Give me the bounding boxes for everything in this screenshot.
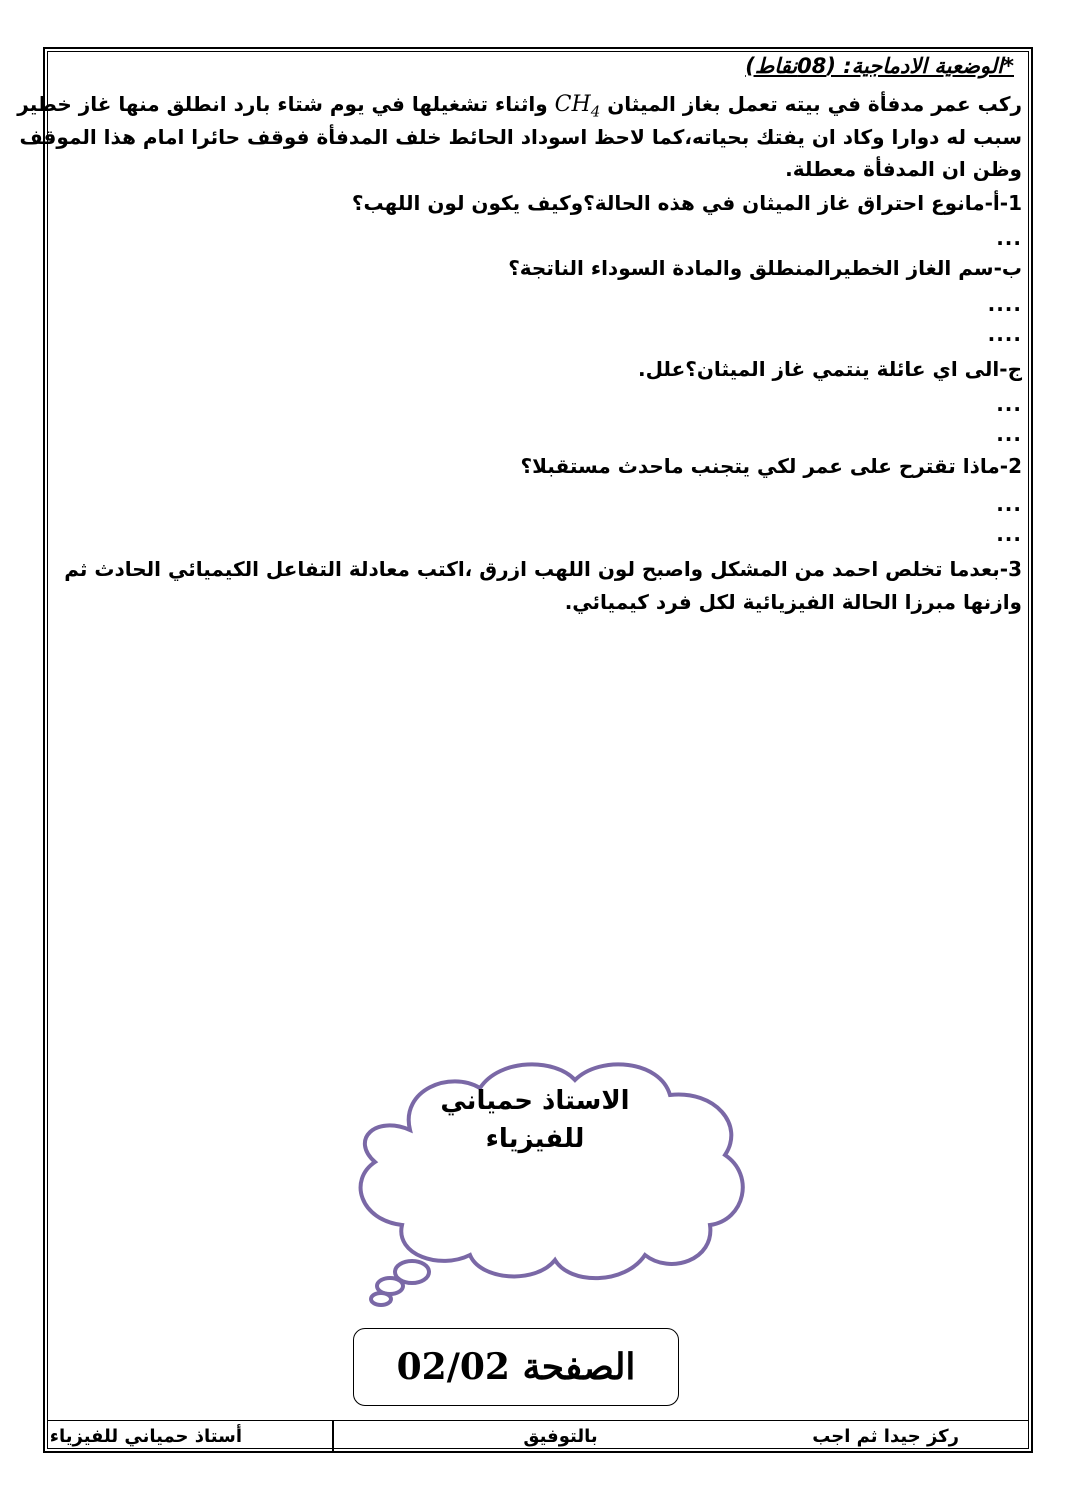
teacher-subject: للفيزياء [485,1124,585,1154]
answer-dots: ... [996,522,1022,546]
answer-dots: .... [987,292,1022,316]
intro-line-3: وظن ان المدفأة معطلة. [785,157,1022,181]
answer-dots: ... [996,392,1022,416]
section-heading: *الوضعية الادماجية: (08نقاط) [745,54,1014,78]
teacher-name: الاستاذ حمياني [440,1086,630,1116]
methane-formula: $CH_4$ [554,92,601,121]
answer-dots: ... [996,492,1022,516]
footer-good-luck: بالتوفيق [523,1425,598,1447]
intro-line-1-end: واثناء تشغيلها في يوم شتاء بارد انطلق منها غاز خطير [17,92,548,116]
intro-line-1-start: ركب عمر مدفأة في بيته تعمل بغاز الميثان [607,92,1022,116]
footer-right-cell [787,1421,1029,1451]
answer-dots: .... [987,322,1022,346]
question-2: 2-ماذا تقترح على عمر لكي يتجنب ماحدث مستقبلا؟ [520,454,1022,478]
question-3-line-1: 3-بعدما تخلص احمد من المشكل واصبح لون اللهب ازرق ،اكتب معادلة التفاعل الكيميائي الحادث ثم [64,557,1022,581]
teacher-signature [440,1082,630,1158]
question-1a: 1-أ-مانوع احتراق غاز الميثان في هذه الحالة؟وكيف يكون لون اللهب؟ [351,191,1022,215]
footer-left-cell [47,1421,333,1451]
intro-line-1 [17,92,1022,120]
question-1b: ب-سم الغاز الخطيرالمنطلق والمادة السوداء الناتجة؟ [508,256,1022,280]
footer-instruction: ركز جيدا ثم اجب [812,1425,959,1447]
page-number-box: الصفحة 02/02 [353,1328,679,1406]
question-3-line-2: وازنها مبرزا الحالة الفيزيائية لكل فرد كيميائي. [564,590,1022,614]
footer-teacher: أستاذ حمياني للفيزياء [49,1425,242,1447]
footer-bar [47,1420,1029,1451]
answer-dots: ... [996,226,1022,250]
intro-line-2: سبب له دوارا وكاد ان يفتك بحياته،كما لاحظ اسوداد الحائط خلف المدفأة فوقف حائرا امام هذا الموقف [19,125,1022,149]
answer-dots: ... [996,422,1022,446]
question-1c: ج-الى اي عائلة ينتمي غاز الميثان؟علل. [637,357,1022,381]
footer-center-cell [333,1421,787,1451]
